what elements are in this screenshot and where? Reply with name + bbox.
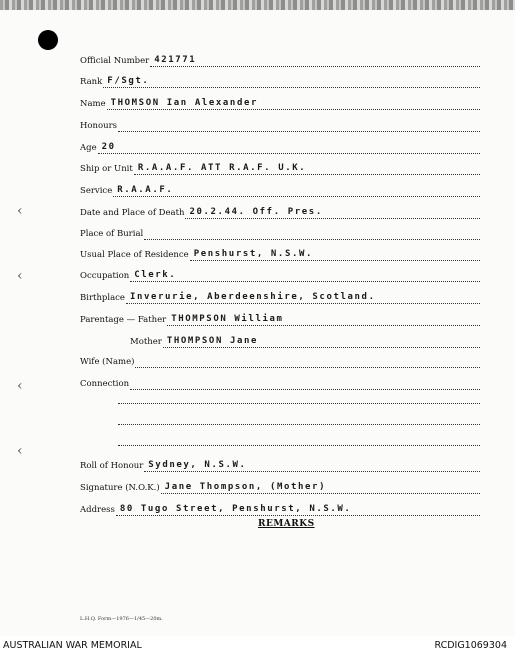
footer-record-id: RCDIG1069304 xyxy=(434,640,507,651)
field-mother xyxy=(130,332,480,348)
field-label: Address xyxy=(80,505,115,515)
field-label: Place of Burial xyxy=(80,229,144,239)
field-label: Signature (N.O.K.) xyxy=(80,483,160,493)
field-value: THOMPSON William xyxy=(171,314,284,324)
punch-hole xyxy=(38,30,58,50)
field-label: Connection xyxy=(80,379,130,389)
field-value: 80 Tugo Street, Penshurst, N.S.W. xyxy=(119,504,352,514)
field-occupation xyxy=(80,266,480,282)
binding-mark: ‹ xyxy=(17,203,23,219)
field-value: R.A.A.F. xyxy=(117,185,174,195)
field-label: Ship or Unit xyxy=(80,164,133,174)
connection-line xyxy=(118,444,480,446)
field-value: F/Sgt. xyxy=(107,76,150,86)
field-connection xyxy=(80,374,480,390)
field-roll-of-honour xyxy=(80,456,480,472)
field-value: 20.2.44. Off. Pres. xyxy=(189,207,323,217)
field-age xyxy=(80,138,480,154)
field-label: Wife (Name) xyxy=(80,357,135,367)
field-label: Parentage — Father xyxy=(80,315,167,325)
field-father xyxy=(80,310,480,326)
field-value: THOMPSON Jane xyxy=(166,336,259,346)
field-wife xyxy=(80,352,480,368)
field-value: R.A.A.F. ATT R.A.F. U.K. xyxy=(137,163,307,173)
field-label: Name xyxy=(80,99,106,109)
field-label: Service xyxy=(80,186,113,196)
field-label: Date and Place of Death xyxy=(80,208,185,218)
field-label: Age xyxy=(80,143,97,153)
field-label: Rank xyxy=(80,77,103,87)
binding-mark: ‹ xyxy=(17,268,23,284)
field-value: 421771 xyxy=(154,55,197,65)
field-place-of-burial xyxy=(80,224,480,240)
binding-mark: ‹ xyxy=(17,378,23,394)
field-label: Birthplace xyxy=(80,293,125,303)
field-label: Mother xyxy=(130,337,162,347)
field-label: Occupation xyxy=(80,271,130,281)
archive-footer xyxy=(0,636,515,654)
field-usual-residence xyxy=(80,245,480,261)
field-ship-or-unit xyxy=(80,159,480,175)
field-signature-nok xyxy=(80,478,480,494)
footer-institution: AUSTRALIAN WAR MEMORIAL xyxy=(3,640,142,651)
binding-mark: ‹ xyxy=(17,443,23,459)
field-value: 20 xyxy=(101,142,116,152)
connection-line xyxy=(118,423,480,425)
field-value: Inverurie, Aberdeenshire, Scotland. xyxy=(129,292,376,302)
field-honours xyxy=(80,116,480,132)
field-label: Official Number xyxy=(80,56,150,66)
scan-top-edge xyxy=(0,0,515,10)
field-address xyxy=(80,500,480,516)
remarks-heading: REMARKS xyxy=(258,519,315,529)
form-code: L.H.Q. Form—1976—1/45—20m. xyxy=(80,616,163,622)
field-label: Honours xyxy=(80,121,118,131)
field-value: Jane Thompson, (Mother) xyxy=(164,482,327,492)
field-official-number xyxy=(80,51,480,67)
field-rank xyxy=(80,72,480,88)
field-value: Clerk. xyxy=(134,270,177,280)
field-name xyxy=(80,94,480,110)
field-label: Roll of Honour xyxy=(80,461,144,471)
field-date-place-death xyxy=(80,203,480,219)
connection-line xyxy=(118,402,480,404)
field-value: Penshurst, N.S.W. xyxy=(193,249,314,259)
field-label: Usual Place of Residence xyxy=(80,250,189,260)
field-value: Sydney, N.S.W. xyxy=(148,460,247,470)
field-service xyxy=(80,181,480,197)
field-value: THOMSON Ian Alexander xyxy=(110,98,258,108)
field-birthplace xyxy=(80,288,480,304)
